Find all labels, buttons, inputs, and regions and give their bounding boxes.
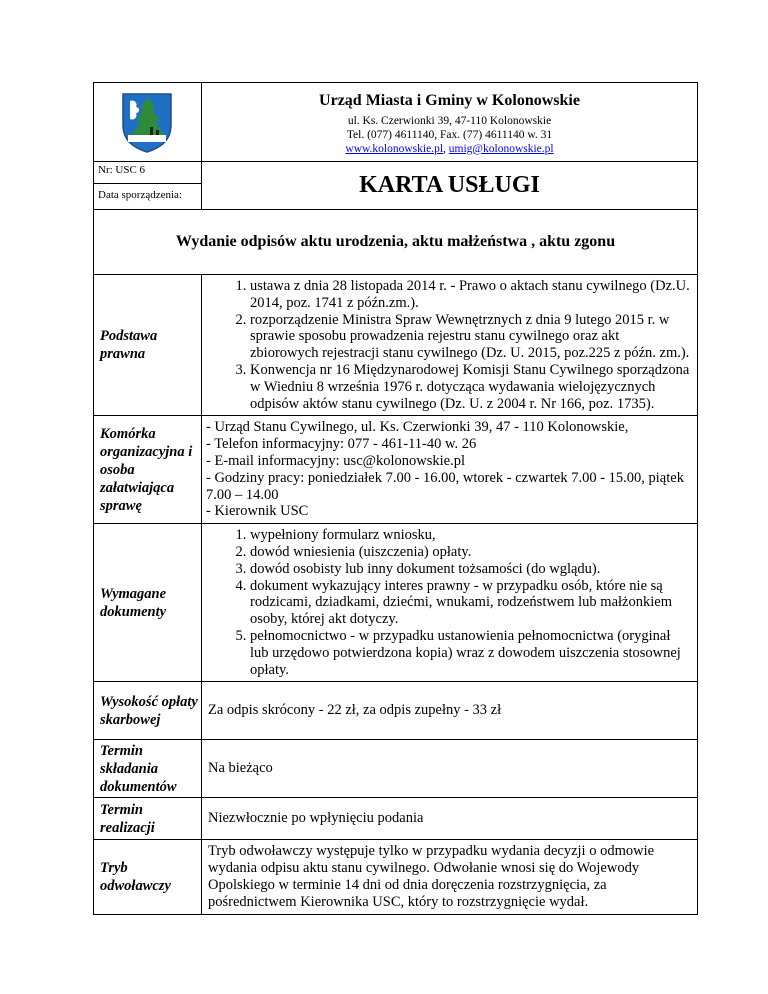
coat-of-arms-icon bbox=[120, 91, 174, 153]
legal-basis-content bbox=[202, 275, 698, 416]
logo-cell bbox=[94, 83, 202, 162]
unit-line: - Godziny pracy: poniedziałek 7.00 - 16.00, wtorek - czwartek 7.00 - 15.00, piątek 7.00 – 14.00 bbox=[206, 469, 684, 503]
required-docs-list bbox=[208, 527, 691, 678]
service-card bbox=[93, 82, 697, 915]
fee-label: Wysokość opłaty skarbowej bbox=[94, 682, 202, 740]
links-separator: , bbox=[443, 143, 449, 155]
number-cell: Nr: USC 6 bbox=[94, 162, 202, 184]
appeal-value: Tryb odwoławczy występuje tylko w przypadku wydania decyzji o odmowie wydania odpisu aktu stanu cywilnego. Odwołanie wnosi się do Wojewody Opolskiego w terminie 14 dni od dnia doręczenia rozstrzygnięcia, za pośrednictwem Kierownika USC, który to rozstrzygnięcie wydał. bbox=[202, 840, 698, 914]
list-item: 1. wypełniony formularz wniosku, bbox=[250, 527, 691, 544]
service-subject: Wydanie odpisów aktu urodzenia, aktu małżeństwa , aktu zgonu bbox=[94, 210, 698, 275]
unit-line: - Urząd Stanu Cywilnego, ul. Ks. Czerwionki 39, 47 - 110 Kolonowskie, bbox=[206, 419, 629, 436]
office-links bbox=[202, 142, 697, 156]
completion-deadline-label: Termin realizacji bbox=[94, 798, 202, 840]
list-item: 3. Konwencja nr 16 Międzynarodowej Komisji Stanu Cywilnego sporządzona w Wiedniu 8 września 1976 r. dotycząca wydawania wielojęzycznych odpisów aktów stanu cywilnego (Dz. U. z 2004 r. Nr 166, poz. 1735). bbox=[250, 362, 691, 412]
office-name: Urząd Miasta i Gminy w Kolonowskie bbox=[319, 92, 580, 109]
office-address: ul. Ks. Czerwionki 39, 47-110 Kolonowskie bbox=[347, 115, 552, 127]
unit-label: Komórka organizacyjna i osoba załatwiająca sprawę bbox=[94, 416, 202, 524]
legal-basis-list bbox=[208, 278, 691, 412]
unit-line: - E-mail informacyjny: usc@kolonowskie.pl bbox=[206, 452, 465, 469]
completion-deadline-value: Niezwłocznie po wpłynięciu podania bbox=[202, 798, 698, 840]
submission-deadline-value: Na bieżąco bbox=[202, 740, 698, 798]
legal-basis-label: Podstawa prawna bbox=[94, 275, 202, 416]
website-link[interactable]: www.kolonowskie.pl bbox=[345, 143, 444, 155]
date-cell: Data sporządzenia: bbox=[94, 184, 202, 210]
required-docs-content bbox=[202, 524, 698, 682]
list-item: 3. dowód osobisty lub inny dokument tożsamości (do wglądu). bbox=[250, 561, 691, 578]
office-header bbox=[202, 83, 698, 162]
office-phone: Tel. (077) 4611140, Fax. (77) 4611140 w. 31 bbox=[346, 129, 553, 141]
unit-line: - Kierownik USC bbox=[206, 503, 309, 520]
card-title: KARTA USŁUGI bbox=[202, 162, 698, 210]
list-item: 2. dowód wniesienia (uiszczenia) opłaty. bbox=[250, 544, 691, 561]
list-item: 1. ustawa z dnia 28 listopada 2014 r. - Prawo o aktach stanu cywilnego (Dz.U. 2014, poz. 1741 z późn.zm.). bbox=[250, 278, 691, 312]
list-item: 5. pełnomocnictwo - w przypadku ustanowienia pełnomocnictwa (oryginał lub urzędowo potwierdzona kopia) wraz z dowodem uiszczenia stosownej opłaty. bbox=[250, 628, 691, 678]
list-item: 4. dokument wykazujący interes prawny - w przypadku osób, które nie są rodzicami, dziadkami, dziećmi, wnukami, rodzeństwem lub małżonkiem osoby, której akt dotyczy. bbox=[250, 578, 691, 628]
email-link[interactable]: umig@kolonowskie.pl bbox=[448, 143, 554, 155]
required-docs-label: Wymagane dokumenty bbox=[94, 524, 202, 682]
appeal-label: Tryb odwoławczy bbox=[94, 840, 202, 914]
unit-line: - Telefon informacyjny: 077 - 461-11-40 w. 26 bbox=[206, 436, 477, 453]
list-item: 2. rozporządzenie Ministra Spraw Wewnętrznych z dnia 9 lutego 2015 r. w sprawie sposobu prowadzenia rejestru stanu cywilnego oraz akt zbiorowych rejestracji stanu cywilnego (Dz. U. 2015, poz.225 z późn. zm.). bbox=[250, 312, 691, 362]
fee-value: Za odpis skrócony - 22 zł, za odpis zupełny - 33 zł bbox=[202, 682, 698, 740]
submission-deadline-label: Termin składania dokumentów bbox=[94, 740, 202, 798]
unit-content bbox=[202, 416, 698, 524]
